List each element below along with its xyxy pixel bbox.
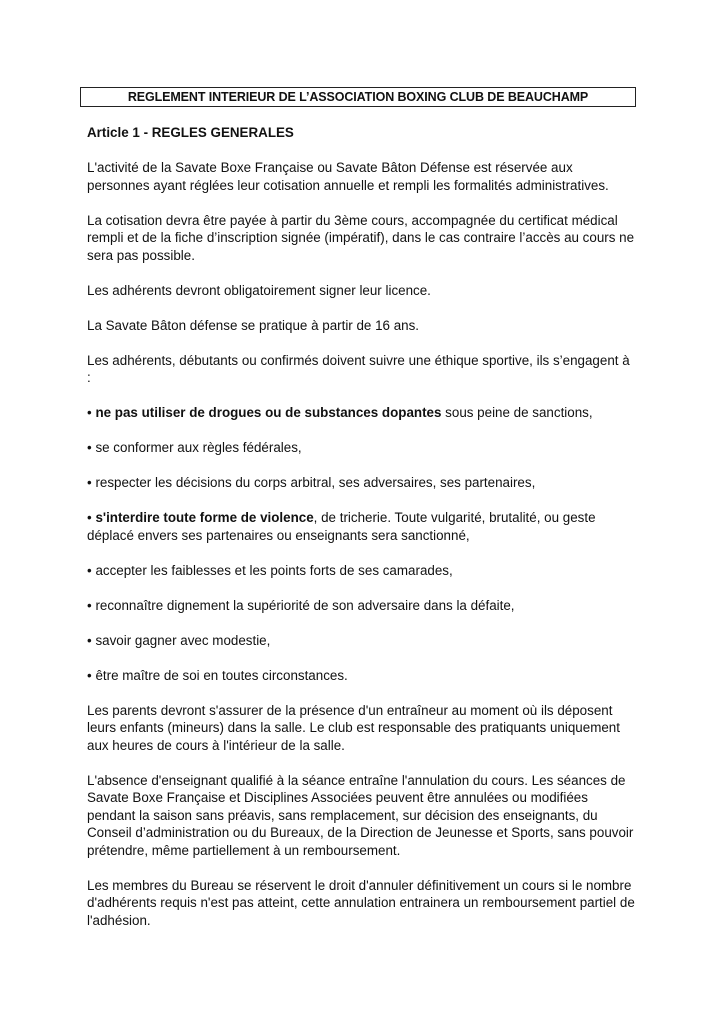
paragraph-ethics-intro: Les adhérents, débutants ou confirmés doivent suivre une éthique sportive, ils s’engagent à : bbox=[87, 352, 630, 385]
bullet-marker: • bbox=[87, 597, 92, 613]
bullet-item-drugs bbox=[87, 404, 635, 422]
bullet-item-violence bbox=[87, 509, 635, 544]
bullet-text: reconnaître dignement la supériorité de son adversaire dans la défaite, bbox=[95, 597, 515, 613]
bullet-item-modesty bbox=[87, 632, 635, 650]
bullet-text: sous peine de sanctions, bbox=[441, 405, 593, 420]
bullet-item-rules bbox=[87, 439, 635, 457]
bullet-item-self-control bbox=[87, 667, 635, 685]
bullet-text: savoir gagner avec modestie, bbox=[95, 632, 271, 648]
article-heading: Article 1 - REGLES GENERALES bbox=[87, 125, 294, 140]
bullet-marker: • bbox=[87, 510, 92, 525]
paragraph-cotisation: La cotisation devra être payée à partir du 3ème cours, accompagnée du certificat médical rempli et de la fiche d’inscription signée (impératif), dans le cas contraire l’accès au cours ne sera pas possible. bbox=[87, 212, 635, 263]
bullet-text: être maître de soi en toutes circonstances. bbox=[95, 667, 348, 683]
bullet-marker: • bbox=[87, 405, 92, 420]
paragraph-eligibility: L'activité de la Savate Boxe Française ou Savate Bâton Défense est réservée aux personnes ayant réglées leur cotisation annuelle et rempli les formalités administratives. bbox=[87, 160, 609, 193]
paragraph-age: La Savate Bâton défense se pratique à partir de 16 ans. bbox=[87, 317, 420, 333]
bullet-item-respect bbox=[87, 474, 635, 492]
paragraph-bureau: Les membres du Bureau se réservent le droit d'annuler définitivement un cours si le nombre d'adhérents requis n'est pas atteint, cette annulation entrainera un remboursement partiel de l'adhésion. bbox=[87, 877, 635, 928]
bullet-text: , de tricherie. Toute vulgarité, brutalité, ou geste déplacé envers ses partenaires ou enseignants sera sanctionné, bbox=[87, 510, 596, 543]
bullet-item-recognize bbox=[87, 597, 635, 615]
bullet-bold-text: s'interdire toute forme de violence bbox=[95, 510, 314, 525]
bullet-text: accepter les faiblesses et les points forts de ses camarades, bbox=[95, 562, 453, 578]
bullet-text: respecter les décisions du corps arbitral, ses adversaires, ses partenaires, bbox=[95, 475, 536, 490]
paragraph-licence: Les adhérents devront obligatoirement signer leur licence. bbox=[87, 282, 431, 298]
bullet-bold-text: ne pas utiliser de drogues ou de substances dopantes bbox=[95, 405, 442, 420]
bullet-marker: • bbox=[87, 440, 92, 455]
bullet-marker: • bbox=[87, 475, 92, 490]
document-body bbox=[87, 124, 635, 929]
document-title: REGLEMENT INTERIEUR DE L’ASSOCIATION BOXING CLUB DE BEAUCHAMP bbox=[80, 87, 636, 107]
bullet-marker: • bbox=[87, 562, 92, 578]
bullet-marker: • bbox=[87, 667, 92, 683]
paragraph-parents: Les parents devront s'assurer de la présence d'un entraîneur au moment où ils déposent leurs enfants (mineurs) dans la salle. Le club est responsable des pratiquants uniquement aux heures de cours à l'intérieur de la salle. bbox=[87, 702, 620, 753]
paragraph-cancellation: L'absence d'enseignant qualifié à la séance entraîne l'annulation du cours. Les séances de Savate Boxe Française et Disciplines Associées peuvent être annulées ou modifiées pendant la saison sans préavis, sans remplacement, sur décision des enseignants, du Conseil d’administration ou du Bureaux, de la Direction de Jeunesse et Sports, sans pouvoir prétendre, même partiellement à un remboursement. bbox=[87, 772, 634, 858]
bullet-item-accept bbox=[87, 562, 635, 580]
bullet-text: se conformer aux règles fédérales, bbox=[95, 440, 302, 455]
bullet-marker: • bbox=[87, 632, 92, 648]
